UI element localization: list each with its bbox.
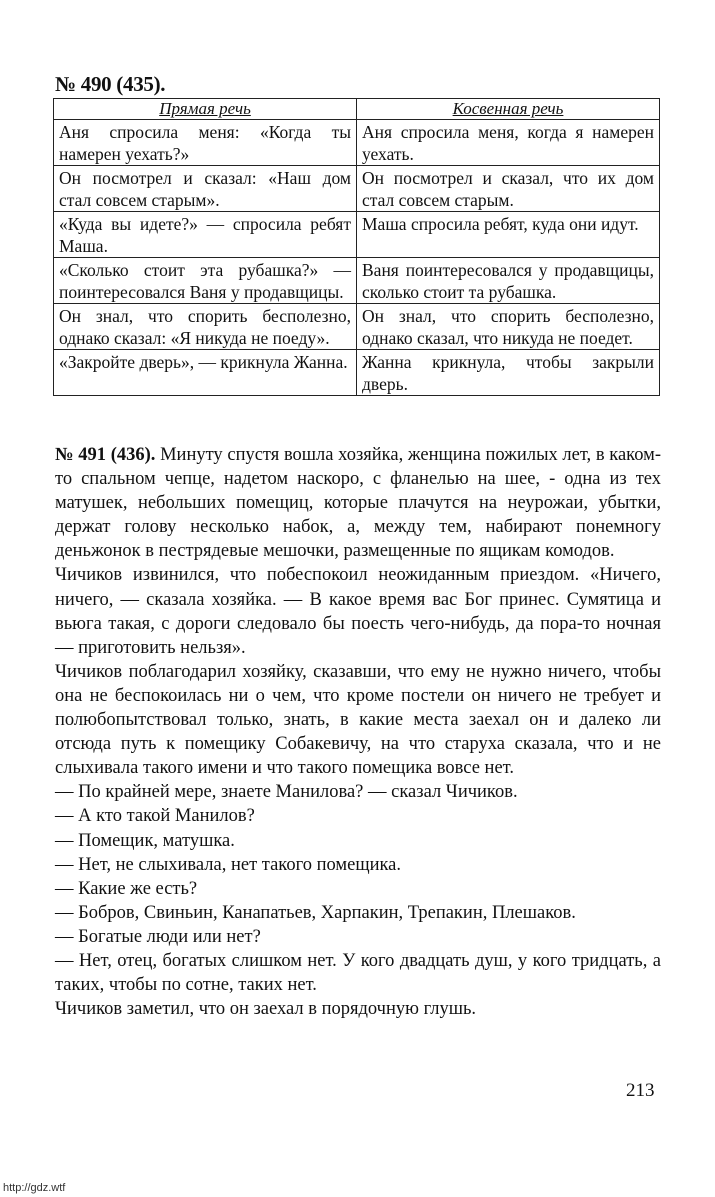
table-row (54, 166, 660, 212)
dialog-line: — А кто такой Манилов? (55, 806, 255, 827)
direct-speech-header: Прямая речь (54, 99, 357, 120)
page-number: 213 (626, 1080, 655, 1101)
direct-speech-cell: «Сколько стоит эта рубашка?» — поинтересовался Ваня у продавщицы. (54, 258, 357, 304)
indirect-speech-header: Косвенная речь (357, 99, 660, 120)
indirect-speech-cell: Ваня поинтересовался у продавщицы, сколько стоит та рубашка. (357, 258, 660, 304)
paragraph: Чичиков поблагодарил хозяйку, сказавши, что ему не нужно ничего, чтобы она не беспокоилась ни о чем, что кроме постели он ничего не требует и полюбопытствовал только, знать, в какие места заехал он и далеко ли отсюда путь к помещику Собакевичу, на что старуха сказала, что и не слыхивала такого имени и что такого помещика вовсе нет. (55, 661, 661, 779)
table-row (54, 120, 660, 166)
table-header-row (54, 99, 660, 120)
indirect-speech-cell: Он посмотрел и сказал, что их дом стал совсем старым. (357, 166, 660, 212)
table-row (54, 304, 660, 350)
table-row (54, 350, 660, 396)
exercise-491-text (55, 443, 661, 1021)
dialog-line: — По крайней мере, знаете Манилова? — сказал Чичиков. (55, 782, 518, 803)
indirect-speech-cell: Аня спросила меня, когда я намерен уехать. (357, 120, 660, 166)
paragraph: Чичиков извинился, что побеспокоил неожиданным приездом. «Ничего, ничего, — сказала хозяйка. — В какое время вас Бог принес. Сумятица и вьюга такая, с дороги следовало бы поесть чего-нибудь, да пора-то ночная — приготовить нельзя». (55, 565, 661, 658)
indirect-speech-cell: Маша спросила ребят, куда они идут. (357, 212, 660, 258)
table-row (54, 212, 660, 258)
paragraph-text: Минуту спустя вошла хозяйка, женщина пожилых лет, в каком-то спальном чепце, надетом наскоро, с фланелью на шее, - одна из тех матушек, небольших помещиц, которые плачутся на неурожаи, убытки, держат голову несколько набок, а, между тем, набирают понемногу деньжонок в пестрядевые мешочки, размещенные по ящикам комодов. (55, 445, 661, 562)
direct-speech-cell: Он посмотрел и сказал: «Наш дом стал совсем старым». (54, 166, 357, 212)
dialog-line: — Помещик, матушка. (55, 830, 235, 851)
dialog-line: — Какие же есть? (55, 878, 198, 899)
indirect-speech-cell: Он знал, что спорить бесполезно, однако сказал, что никуда не поедет. (357, 304, 660, 350)
speech-table (53, 98, 660, 396)
dialog-line: — Бобров, Свиньин, Канапатьев, Харпакин, Трепакин, Плешаков. (55, 902, 576, 923)
direct-speech-cell: Он знал, что спорить бесполезно, однако сказал: «Я никуда не поеду». (54, 304, 357, 350)
dialog-line: Чичиков заметил, что он заехал в порядочную глушь. (55, 999, 477, 1020)
direct-speech-cell: «Закройте дверь», — крикнула Жанна. (54, 350, 357, 396)
direct-speech-cell: Аня спросила меня: «Когда ты намерен уехать?» (54, 120, 357, 166)
dialog (55, 780, 661, 1021)
direct-speech-cell: «Куда вы идете?» — спросила ребят Маша. (54, 212, 357, 258)
paragraph (55, 443, 661, 563)
exercise-491-title: № 491 (436). (55, 445, 156, 465)
exercise-490-title: № 490 (435). (55, 72, 166, 96)
indirect-speech-cell: Жанна крикнула, чтобы закрыли дверь. (357, 350, 660, 396)
table-row (54, 258, 660, 304)
dialog-line: — Богатые люди или нет? (55, 926, 261, 947)
dialog-line: — Нет, отец, богатых слишком нет. У кого двадцать душ, у кого тридцать, а таких, чтобы по сотне, таких нет. (55, 950, 661, 996)
dialog-line: — Нет, не слыхивала, нет такого помещика. (55, 854, 402, 875)
watermark-link[interactable]: http://gdz.wtf (0, 1179, 68, 1197)
